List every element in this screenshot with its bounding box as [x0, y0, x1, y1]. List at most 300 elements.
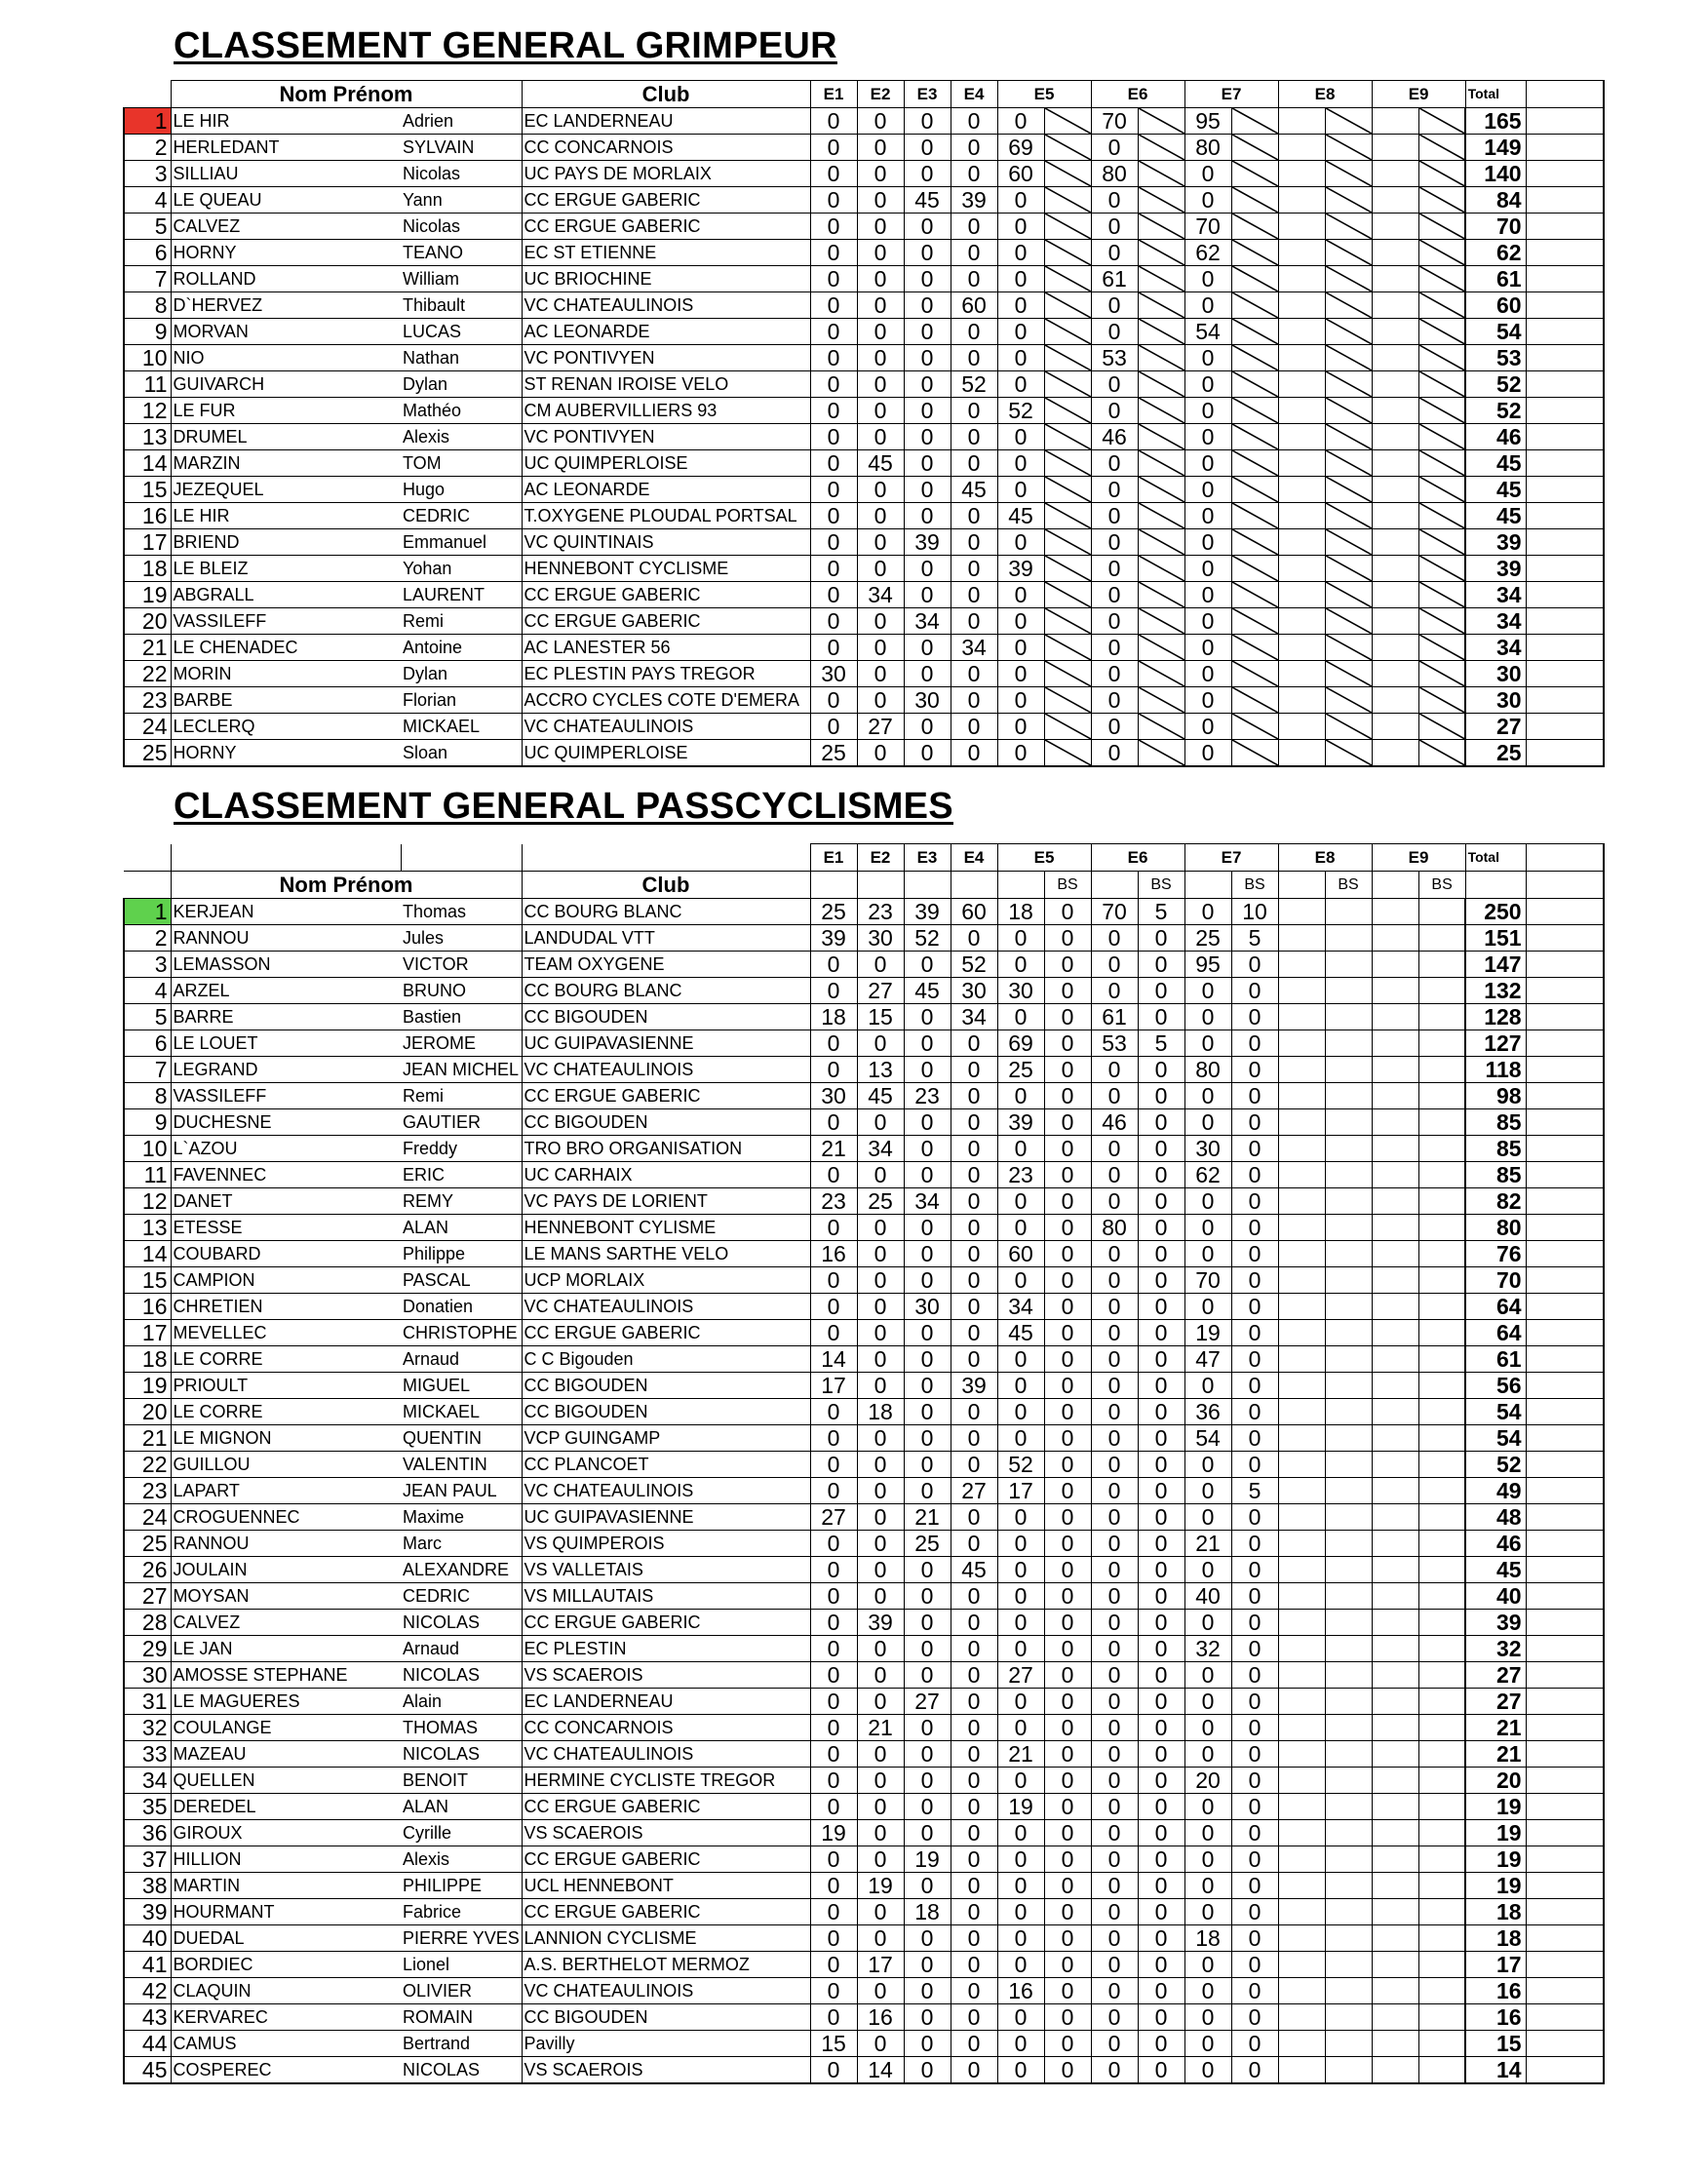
stage-score: 0	[1184, 161, 1231, 187]
total-cell: 250	[1465, 899, 1526, 925]
stage-score: 0	[997, 319, 1044, 345]
stage-score: 45	[951, 477, 997, 503]
stage-score: 0	[1091, 135, 1138, 161]
stage-score: 0	[951, 714, 997, 740]
strike-cell	[1325, 740, 1372, 767]
prenom-cell: Hugo	[401, 477, 522, 503]
stage-score: 0	[951, 2057, 997, 2084]
prenom-cell: TEANO	[401, 240, 522, 266]
total-cell: 54	[1465, 1425, 1526, 1452]
table-row	[124, 240, 1604, 266]
stage-score: 0	[904, 1583, 951, 1610]
strike-diagonal	[1326, 345, 1372, 370]
header-empty	[1278, 872, 1325, 899]
empty-cell	[1278, 1373, 1325, 1399]
header-extra	[1526, 844, 1604, 872]
stage-score: 0	[1184, 1373, 1231, 1399]
stage-score: 45	[857, 1083, 904, 1109]
empty-cell	[1278, 1689, 1325, 1715]
stage-score: 0	[997, 292, 1044, 319]
stage-score: 0	[997, 529, 1044, 556]
club-cell: EC PLESTIN	[522, 1636, 810, 1662]
empty-cell	[1325, 1478, 1372, 1504]
empty-cell	[1278, 1636, 1325, 1662]
stage-score: 0	[857, 319, 904, 345]
strike-cell	[1138, 424, 1184, 450]
stage-score: 27	[810, 1504, 857, 1531]
nom-cell: AMOSSE STEPHANE	[171, 1662, 401, 1689]
table-row	[124, 925, 1604, 952]
stage-score: 0	[810, 2004, 857, 2031]
stage-score: 0	[904, 2057, 951, 2084]
prenom-cell: OLIVIER	[401, 1978, 522, 2004]
stage-score: 0	[904, 240, 951, 266]
stage-score: 0	[951, 319, 997, 345]
stage-score: 23	[857, 899, 904, 925]
stage-score: 0	[1138, 1162, 1184, 1188]
extra-cell	[1526, 1925, 1604, 1952]
prenom-cell: JEROME	[401, 1030, 522, 1057]
empty-cell	[1372, 187, 1418, 214]
strike-cell	[1231, 345, 1278, 371]
stage-score: 0	[1091, 503, 1138, 529]
prenom-cell: PIERRE YVES	[401, 1925, 522, 1952]
prenom-cell: BENOIT	[401, 1768, 522, 1794]
strike-diagonal	[1232, 161, 1278, 186]
stage-score: 27	[904, 1689, 951, 1715]
strike-cell	[1138, 161, 1184, 187]
header-stage: E3	[904, 81, 951, 108]
stage-score: 0	[857, 1794, 904, 1820]
empty-cell	[1278, 1136, 1325, 1162]
rank-cell: 24	[124, 714, 171, 740]
strike-diagonal	[1045, 714, 1091, 739]
stage-score: 0	[1184, 740, 1231, 767]
stage-score: 0	[951, 556, 997, 582]
total-cell: 39	[1465, 529, 1526, 556]
strike-diagonal	[1045, 108, 1091, 134]
stage-score: 0	[1091, 661, 1138, 687]
empty-cell	[1372, 556, 1418, 582]
strike-cell	[1044, 161, 1091, 187]
stage-score: 0	[904, 1925, 951, 1952]
nom-cell: ABGRALL	[171, 582, 401, 608]
empty-cell	[1418, 1899, 1465, 1925]
empty-cell	[1418, 1873, 1465, 1899]
stage-score: 60	[997, 161, 1044, 187]
stage-score: 0	[810, 371, 857, 398]
nom-cell: DEREDEL	[171, 1794, 401, 1820]
stage-score: 0	[997, 1846, 1044, 1873]
stage-score: 0	[1231, 1925, 1278, 1952]
empty-cell	[1278, 187, 1325, 214]
prenom-cell: CHRISTOPHE	[401, 1320, 522, 1346]
nom-cell: CALVEZ	[171, 214, 401, 240]
empty-cell	[1372, 477, 1418, 503]
stage-score: 34	[951, 635, 997, 661]
extra-cell	[1526, 529, 1604, 556]
nom-cell: GIROUX	[171, 1820, 401, 1846]
empty-cell	[1278, 608, 1325, 635]
extra-cell	[1526, 1188, 1604, 1215]
stage-score: 0	[857, 1978, 904, 2004]
empty-cell	[1278, 450, 1325, 477]
strike-diagonal	[1419, 424, 1465, 449]
empty-cell	[1418, 1846, 1465, 1873]
prenom-cell: Donatien	[401, 1294, 522, 1320]
strike-cell	[1138, 661, 1184, 687]
table-row	[124, 187, 1604, 214]
strike-diagonal	[1045, 582, 1091, 607]
empty-cell	[1372, 1531, 1418, 1557]
stage-score: 0	[1138, 1294, 1184, 1320]
strike-cell	[1231, 635, 1278, 661]
stage-score: 0	[810, 1478, 857, 1504]
stage-score: 0	[1091, 740, 1138, 767]
empty-cell	[1325, 1583, 1372, 1610]
empty-cell	[1278, 292, 1325, 319]
empty-cell	[1278, 661, 1325, 687]
stage-score: 0	[997, 187, 1044, 214]
stage-score: 0	[1184, 424, 1231, 450]
strike-diagonal	[1232, 740, 1278, 765]
stage-score: 0	[810, 1267, 857, 1294]
stage-score: 0	[1091, 450, 1138, 477]
strike-diagonal	[1419, 398, 1465, 423]
nom-cell: LE BLEIZ	[171, 556, 401, 582]
extra-cell	[1526, 292, 1604, 319]
stage-score: 0	[1184, 292, 1231, 319]
header-stage: E2	[857, 844, 904, 872]
stage-score: 0	[810, 108, 857, 135]
empty-cell	[1278, 345, 1325, 371]
header-row	[124, 81, 1604, 108]
stage-score: 0	[1138, 1846, 1184, 1873]
empty-cell	[1325, 1768, 1372, 1794]
strike-diagonal	[1326, 240, 1372, 265]
stage-score: 0	[904, 319, 951, 345]
strike-diagonal	[1045, 240, 1091, 265]
empty-cell	[1372, 1873, 1418, 1899]
prenom-cell: REMY	[401, 1188, 522, 1215]
stage-score: 0	[1091, 529, 1138, 556]
strike-cell	[1231, 450, 1278, 477]
stage-score: 0	[810, 1030, 857, 1057]
club-cell: CC BOURG BLANC	[522, 978, 810, 1004]
extra-cell	[1526, 1794, 1604, 1820]
strike-cell	[1138, 240, 1184, 266]
table-row	[124, 2031, 1604, 2057]
extra-cell	[1526, 925, 1604, 952]
empty-cell	[1325, 925, 1372, 952]
stage-score: 0	[810, 450, 857, 477]
prenom-cell: Remi	[401, 608, 522, 635]
strike-diagonal	[1045, 214, 1091, 239]
stage-score: 0	[1091, 1399, 1138, 1425]
stage-score: 0	[951, 608, 997, 635]
stage-score: 0	[904, 1399, 951, 1425]
prenom-cell: Dylan	[401, 371, 522, 398]
empty-cell	[1418, 1636, 1465, 1662]
prenom-cell: MICKAEL	[401, 714, 522, 740]
rank-cell: 8	[124, 1083, 171, 1109]
extra-cell	[1526, 1241, 1604, 1267]
stage-score: 0	[1184, 477, 1231, 503]
nom-cell: JEZEQUEL	[171, 477, 401, 503]
stage-score: 0	[1184, 1873, 1231, 1899]
header-stage: E7	[1184, 844, 1278, 872]
nom-cell: JOULAIN	[171, 1557, 401, 1583]
rank-cell: 9	[124, 319, 171, 345]
stage-score: 0	[997, 582, 1044, 608]
total-cell: 39	[1465, 556, 1526, 582]
header-stage: E1	[810, 81, 857, 108]
stage-score: 0	[904, 161, 951, 187]
strike-cell	[1044, 398, 1091, 424]
empty-cell	[1372, 1952, 1418, 1978]
stage-score: 0	[997, 1188, 1044, 1215]
stage-score: 0	[904, 450, 951, 477]
stage-score: 0	[857, 345, 904, 371]
club-cell: CC ERGUE GABERIC	[522, 1083, 810, 1109]
stage-score: 0	[810, 1662, 857, 1689]
prenom-cell: JEAN MICHEL	[401, 1057, 522, 1083]
table-row	[124, 292, 1604, 319]
prenom-cell: Florian	[401, 687, 522, 714]
stage-score: 0	[1091, 1346, 1138, 1373]
total-cell: 127	[1465, 1030, 1526, 1057]
header-bs: BS	[1231, 872, 1278, 899]
stage-score: 0	[1044, 1373, 1091, 1399]
table-row	[124, 899, 1604, 925]
total-cell: 46	[1465, 1531, 1526, 1557]
extra-cell	[1526, 371, 1604, 398]
total-cell: 128	[1465, 1004, 1526, 1030]
total-cell: 85	[1465, 1162, 1526, 1188]
nom-cell: ETESSE	[171, 1215, 401, 1241]
stage-score: 0	[1044, 1768, 1091, 1794]
stage-score: 0	[857, 214, 904, 240]
stage-score: 0	[1231, 1820, 1278, 1846]
stage-score: 0	[1091, 608, 1138, 635]
stage-score: 0	[1044, 1504, 1091, 1531]
stage-score: 0	[1138, 1320, 1184, 1346]
stage-score: 0	[1138, 1083, 1184, 1109]
rank-cell: 21	[124, 635, 171, 661]
header-bs: BS	[1325, 872, 1372, 899]
stage-score: 30	[1184, 1136, 1231, 1162]
stage-score: 0	[1231, 1136, 1278, 1162]
empty-cell	[1372, 1504, 1418, 1531]
rank-cell: 2	[124, 925, 171, 952]
stage-score: 0	[857, 1846, 904, 1873]
stage-score: 0	[951, 1531, 997, 1557]
stage-score: 0	[1044, 1004, 1091, 1030]
stage-score: 0	[1044, 1689, 1091, 1715]
strike-diagonal	[1139, 108, 1184, 134]
strike-cell	[1044, 714, 1091, 740]
club-cell: ACCRO CYCLES COTE D'EMERA	[522, 687, 810, 714]
stage-score: 0	[810, 398, 857, 424]
extra-cell	[1526, 1267, 1604, 1294]
stage-score: 0	[1044, 1425, 1091, 1452]
stage-score: 34	[904, 608, 951, 635]
stage-score: 0	[857, 1899, 904, 1925]
stage-score: 0	[857, 1504, 904, 1531]
stage-score: 0	[1091, 1952, 1138, 1978]
empty-cell	[1372, 161, 1418, 187]
empty-cell	[1372, 608, 1418, 635]
header-stage: E3	[904, 844, 951, 872]
stage-score: 0	[1138, 925, 1184, 952]
strike-cell	[1138, 398, 1184, 424]
strike-diagonal	[1045, 608, 1091, 634]
empty-cell	[1325, 1504, 1372, 1531]
stage-score: 0	[997, 1820, 1044, 1846]
empty-cell	[1418, 1267, 1465, 1294]
extra-cell	[1526, 2057, 1604, 2084]
stage-score: 0	[997, 240, 1044, 266]
stage-score: 0	[1091, 2004, 1138, 2031]
empty-cell	[1372, 1425, 1418, 1452]
strike-cell	[1418, 740, 1465, 767]
stage-score: 0	[857, 240, 904, 266]
stage-score: 0	[1184, 635, 1231, 661]
header-stage: E5	[997, 844, 1091, 872]
stage-score: 0	[904, 1109, 951, 1136]
stage-score: 17	[810, 1373, 857, 1399]
prenom-cell: TOM	[401, 450, 522, 477]
empty-cell	[1372, 292, 1418, 319]
club-cell: VC PAYS DE LORIENT	[522, 1188, 810, 1215]
stage-score: 0	[904, 477, 951, 503]
empty-cell	[1325, 899, 1372, 925]
strike-cell	[1325, 608, 1372, 635]
stage-score: 27	[857, 978, 904, 1004]
empty-cell	[1278, 1820, 1325, 1846]
extra-cell	[1526, 1083, 1604, 1109]
stage-score: 0	[951, 1873, 997, 1899]
stage-score: 0	[857, 1215, 904, 1241]
stage-score: 0	[1091, 214, 1138, 240]
prenom-cell: PASCAL	[401, 1267, 522, 1294]
stage-score: 0	[904, 1952, 951, 1978]
empty-cell	[1325, 1057, 1372, 1083]
stage-score: 0	[1231, 1346, 1278, 1373]
stage-score: 0	[1138, 1346, 1184, 1373]
empty-cell	[1325, 1399, 1372, 1425]
strike-diagonal	[1232, 635, 1278, 660]
stage-score: 0	[951, 161, 997, 187]
stage-score: 36	[1184, 1399, 1231, 1425]
stage-score: 0	[1138, 1241, 1184, 1267]
stage-score: 25	[1184, 925, 1231, 952]
extra-cell	[1526, 952, 1604, 978]
strike-cell	[1231, 556, 1278, 582]
empty-cell	[1278, 1478, 1325, 1504]
prenom-cell: NICOLAS	[401, 1662, 522, 1689]
strike-diagonal	[1419, 135, 1465, 160]
strike-cell	[1418, 687, 1465, 714]
stage-score: 0	[951, 1715, 997, 1741]
strike-cell	[1418, 108, 1465, 135]
strike-diagonal	[1419, 477, 1465, 502]
strike-diagonal	[1326, 635, 1372, 660]
strike-cell	[1231, 661, 1278, 687]
total-cell: 18	[1465, 1925, 1526, 1952]
empty-cell	[1278, 1531, 1325, 1557]
total-cell: 76	[1465, 1241, 1526, 1267]
nom-cell: MEVELLEC	[171, 1320, 401, 1346]
stage-score: 0	[904, 635, 951, 661]
table-row	[124, 1846, 1604, 1873]
stage-score: 0	[857, 1452, 904, 1478]
strike-cell	[1138, 371, 1184, 398]
table-row	[124, 1320, 1604, 1346]
strike-cell	[1418, 161, 1465, 187]
nom-cell: LAPART	[171, 1478, 401, 1504]
extra-cell	[1526, 1846, 1604, 1873]
extra-cell	[1526, 1425, 1604, 1452]
strike-diagonal	[1419, 503, 1465, 528]
empty-cell	[1372, 1215, 1418, 1241]
stage-score: 0	[810, 1425, 857, 1452]
empty-cell	[1372, 319, 1418, 345]
total-cell: 30	[1465, 661, 1526, 687]
stage-score: 0	[1184, 714, 1231, 740]
prenom-cell: MICKAEL	[401, 1399, 522, 1425]
stage-score: 0	[1231, 1531, 1278, 1557]
stage-score: 0	[1184, 1689, 1231, 1715]
strike-diagonal	[1419, 345, 1465, 370]
table-row	[124, 1162, 1604, 1188]
total-cell: 56	[1465, 1373, 1526, 1399]
strike-cell	[1325, 635, 1372, 661]
stage-score: 0	[951, 1030, 997, 1057]
stage-score: 0	[951, 1504, 997, 1531]
stage-score: 0	[810, 214, 857, 240]
stage-score: 30	[857, 925, 904, 952]
empty-cell	[1418, 1294, 1465, 1320]
strike-diagonal	[1419, 108, 1465, 134]
stage-score: 0	[904, 371, 951, 398]
stage-score: 0	[997, 1636, 1044, 1662]
header-blank	[171, 844, 401, 872]
strike-diagonal	[1419, 292, 1465, 318]
empty-cell	[1372, 635, 1418, 661]
nom-cell: FAVENNEC	[171, 1162, 401, 1188]
strike-cell	[1231, 135, 1278, 161]
stage-score: 0	[1231, 1557, 1278, 1583]
stage-score: 0	[951, 687, 997, 714]
extra-cell	[1526, 1162, 1604, 1188]
empty-cell	[1372, 371, 1418, 398]
table-row	[124, 1452, 1604, 1478]
stage-score: 25	[997, 1057, 1044, 1083]
stage-score: 0	[1184, 1662, 1231, 1689]
stage-score: 0	[997, 2031, 1044, 2057]
stage-score: 0	[904, 1320, 951, 1346]
strike-cell	[1231, 292, 1278, 319]
club-cell: UC GUIPAVASIENNE	[522, 1504, 810, 1531]
empty-cell	[1418, 2057, 1465, 2084]
total-cell: 40	[1465, 1583, 1526, 1610]
empty-cell	[1418, 1083, 1465, 1109]
club-cell: HENNEBONT CYLISME	[522, 1215, 810, 1241]
extra-cell	[1526, 1610, 1604, 1636]
stage-score: 0	[1044, 1346, 1091, 1373]
strike-cell	[1138, 214, 1184, 240]
